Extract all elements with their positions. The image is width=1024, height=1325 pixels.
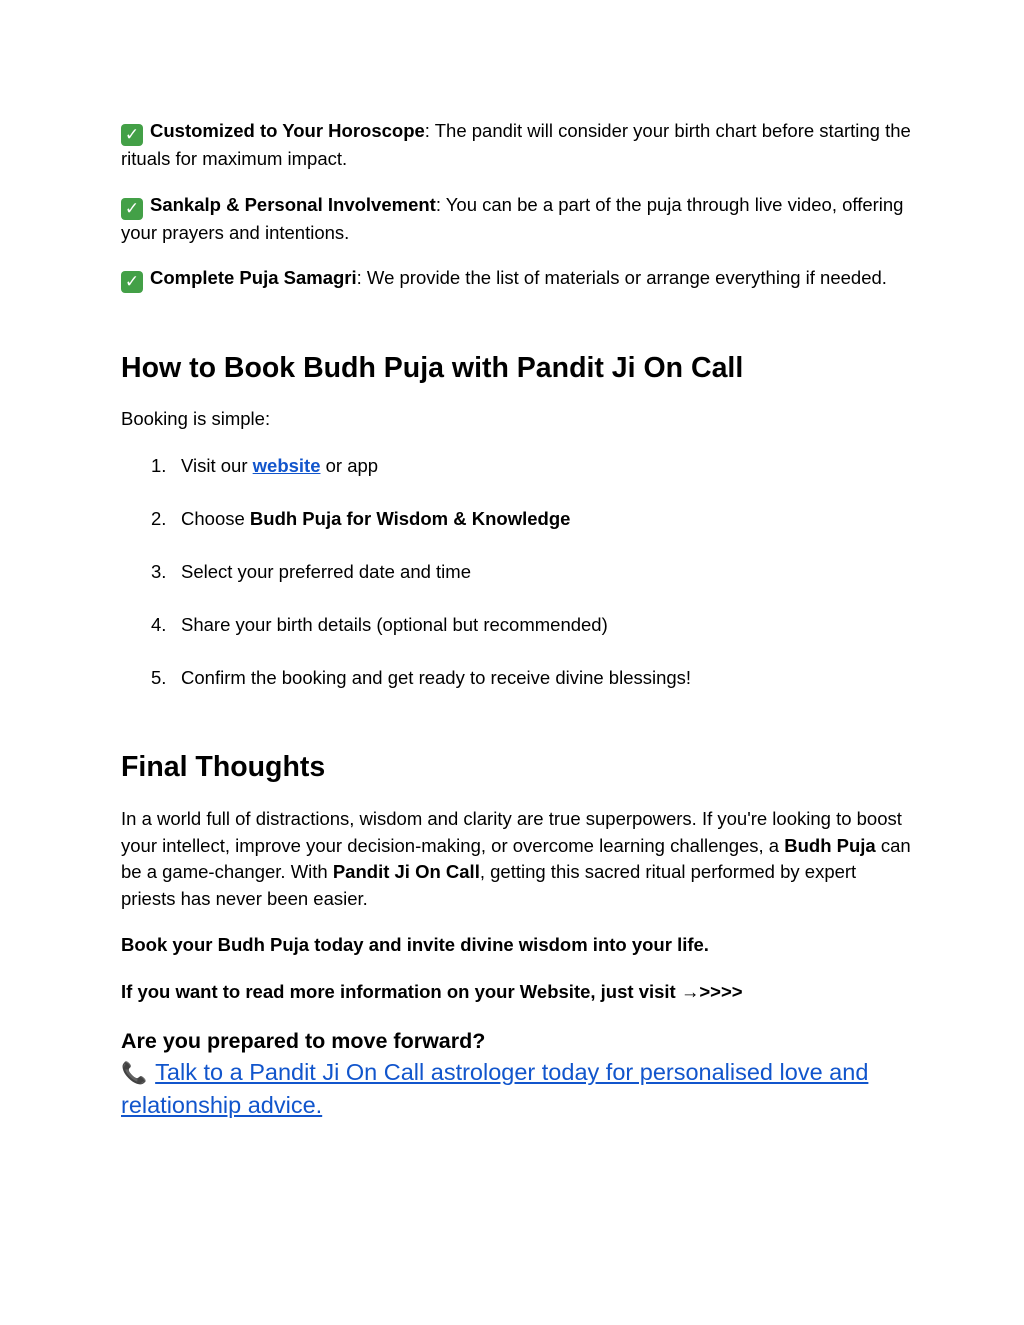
list-bold-text: Budh Puja for Wisdom & Knowledge [249, 508, 571, 529]
website-link[interactable]: website [252, 455, 321, 476]
list-number: 5. [151, 667, 167, 688]
feature-title: Customized to Your Horoscope [150, 120, 425, 141]
feature-title: Sankalp & Personal Involvement [150, 194, 436, 215]
list-text: Visit our [181, 455, 253, 476]
list-text: Choose [181, 508, 250, 529]
cta-book: Book your Budh Puja today and invite divine wisdom into your life. [121, 934, 709, 955]
astrologer-link[interactable]: Talk to a Pandit Ji On Call astrologer today for personalised love and relationship advice. [121, 1059, 869, 1118]
list-number: 4. [151, 614, 167, 635]
cta-website: If you want to read more information on your Website, just visit →>>>> [121, 981, 743, 1002]
final-heading: Final Thoughts [121, 751, 326, 783]
check-icon: ✓ [121, 271, 143, 293]
feature-samagri [121, 265, 911, 293]
booking-intro: Booking is simple: [121, 408, 271, 429]
list-number: 2. [151, 508, 167, 529]
feature-title: Complete Puja Samagri [150, 267, 357, 288]
paragraph-text: In a world full of distractions, wisdom and clarity are true superpowers. If you're looking to boost your intellect, improve your decision-making, or overcome learning challenges, a [121, 808, 902, 856]
list-text: Select your preferred date and time [181, 561, 471, 582]
paragraph-text: , getting this sacred ritual performed by expert priests has never been easier. [121, 861, 857, 909]
paragraph-bold: Pandit Ji On Call [332, 861, 480, 882]
check-icon: ✓ [121, 198, 143, 220]
feature-text: : You can be a part of the puja through live video, offering your prayers and intentions. [121, 194, 904, 243]
list-text: Confirm the booking and get ready to receive divine blessings! [181, 667, 692, 688]
check-icon: ✓ [121, 124, 143, 146]
feature-text: : The pandit will consider your birth chart before starting the rituals for maximum impact. [121, 120, 911, 169]
booking-heading: How to Book Budh Puja with Pandit Ji On Call [121, 352, 744, 384]
list-number: 3. [151, 561, 167, 582]
final-paragraph [121, 806, 911, 912]
feature-horoscope [121, 118, 911, 173]
feature-sankalp [121, 192, 911, 247]
closing-heading: Are you prepared to move forward? [121, 1029, 486, 1053]
paragraph-bold: Budh Puja [784, 834, 876, 856]
list-number: 1. [151, 455, 167, 476]
list-text: Share your birth details (optional but recommended) [181, 614, 608, 635]
phone-icon: 📞 [121, 1061, 148, 1085]
list-text: or app [320, 455, 379, 476]
paragraph-text: can be a game-changer. With [121, 834, 911, 882]
feature-text: : We provide the list of materials or arrange everything if needed. [356, 267, 887, 288]
